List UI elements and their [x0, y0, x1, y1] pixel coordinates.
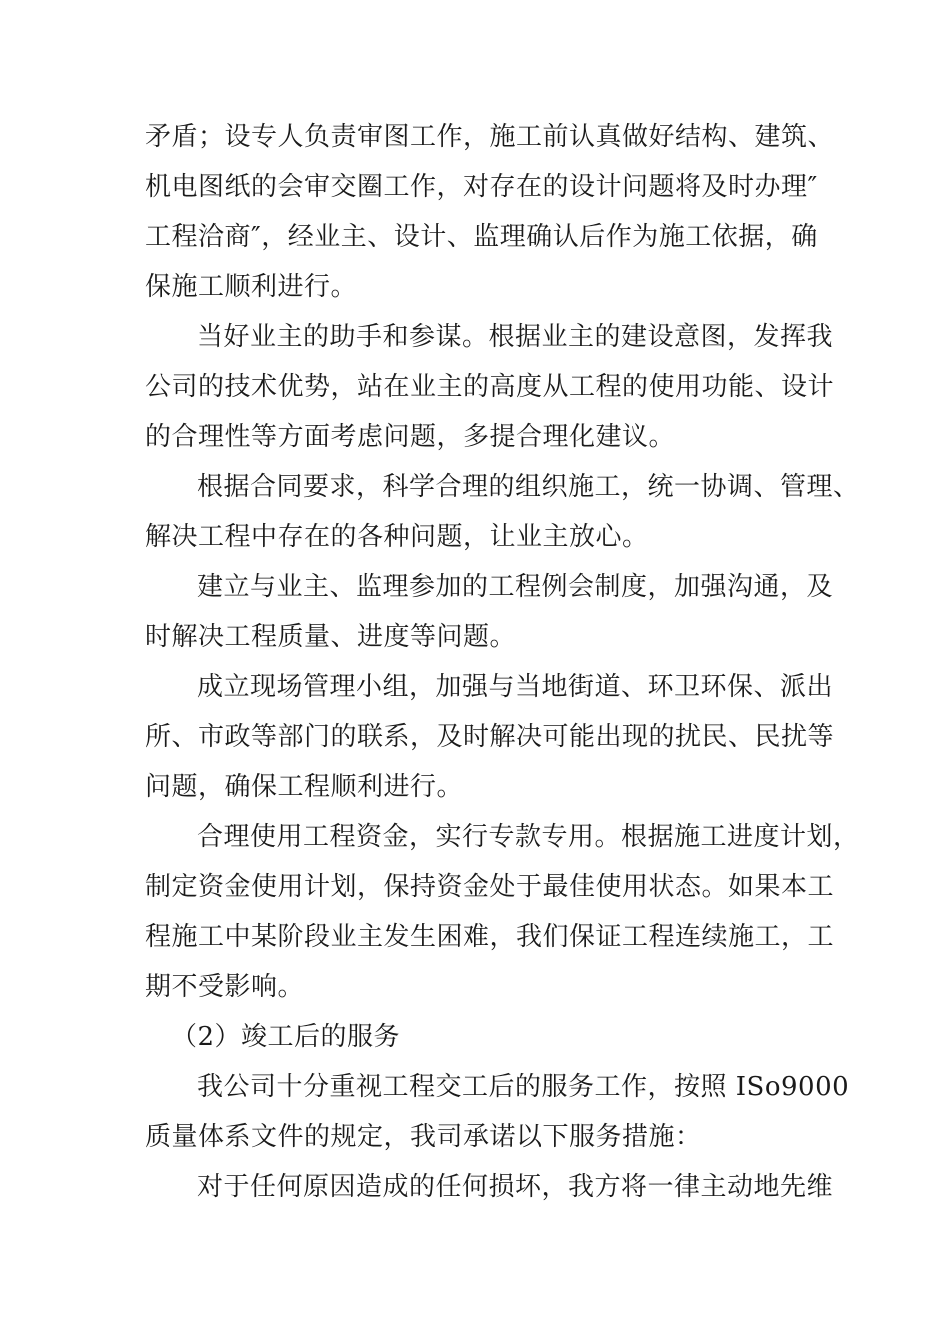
- paragraph-post-delivery-service: [145, 1062, 850, 1162]
- text-line: 的合理性等方面考虑问题，多提合理化建议。: [145, 422, 676, 452]
- text-line: 公司的技术优势，站在业主的高度从工程的使用功能、设计: [145, 372, 835, 402]
- paragraph-funds-usage: [145, 812, 860, 1012]
- text-line: 成立现场管理小组，加强与当地街道、环卫环保、派出: [197, 672, 834, 702]
- text-line: 解决工程中存在的各种问题，让业主放心。: [145, 522, 649, 552]
- text-line: 根据合同要求，科学合理的组织施工，统一协调、管理、: [197, 472, 860, 502]
- text-line: 所、市政等部门的联系，及时解决可能出现的扰民、民扰等: [145, 722, 835, 752]
- text-line: 期不受影响。: [145, 972, 305, 1002]
- paragraph-contract-requirements: [145, 462, 860, 562]
- section-heading-after-completion: [145, 1012, 807, 1062]
- text-line: 对于任何原因造成的任何损坏，我方将一律主动地先维: [197, 1172, 834, 1202]
- text-line: 保施工顺利进行。: [145, 272, 358, 302]
- section-heading: （2）竣工后的服务: [171, 1022, 401, 1052]
- text-line: 合理使用工程资金，实行专款专用。根据施工进度计划，: [197, 822, 860, 852]
- text-line: 机电图纸的会审交圈工作，对存在的设计问题将及时办理″: [145, 172, 818, 202]
- text-line: 我公司十分重视工程交工后的服务工作，按照 ISo9000: [197, 1072, 850, 1102]
- document-body: [145, 112, 860, 1212]
- paragraph-site-management: [145, 662, 835, 812]
- paragraph-damage-repair: [145, 1162, 834, 1212]
- text-line: 制定资金使用计划，保持资金处于最佳使用状态。如果本工: [145, 872, 835, 902]
- text-line: 建立与业主、监理参加的工程例会制度，加强沟通，及: [197, 572, 834, 602]
- text-line: 问题，确保工程顺利进行。: [145, 772, 464, 802]
- text-line: 程施工中某阶段业主发生困难，我们保证工程连续施工，工: [145, 922, 835, 952]
- text-line: 工程洽商″，经业主、设计、监理确认后作为施工依据，确: [145, 222, 818, 252]
- text-line: 时解决工程质量、进度等问题。: [145, 622, 517, 652]
- text-line: 当好业主的助手和参谋。根据业主的建设意图，发挥我: [197, 322, 834, 352]
- text-line: 质量体系文件的规定，我司承诺以下服务措施：: [145, 1122, 702, 1152]
- paragraph-owner-assistant: [145, 312, 835, 462]
- text-line: 矛盾；设专人负责审图工作，施工前认真做好结构、建筑、: [145, 122, 835, 152]
- paragraph-regular-meetings: [145, 562, 834, 662]
- paragraph-review-drawings: [145, 112, 835, 312]
